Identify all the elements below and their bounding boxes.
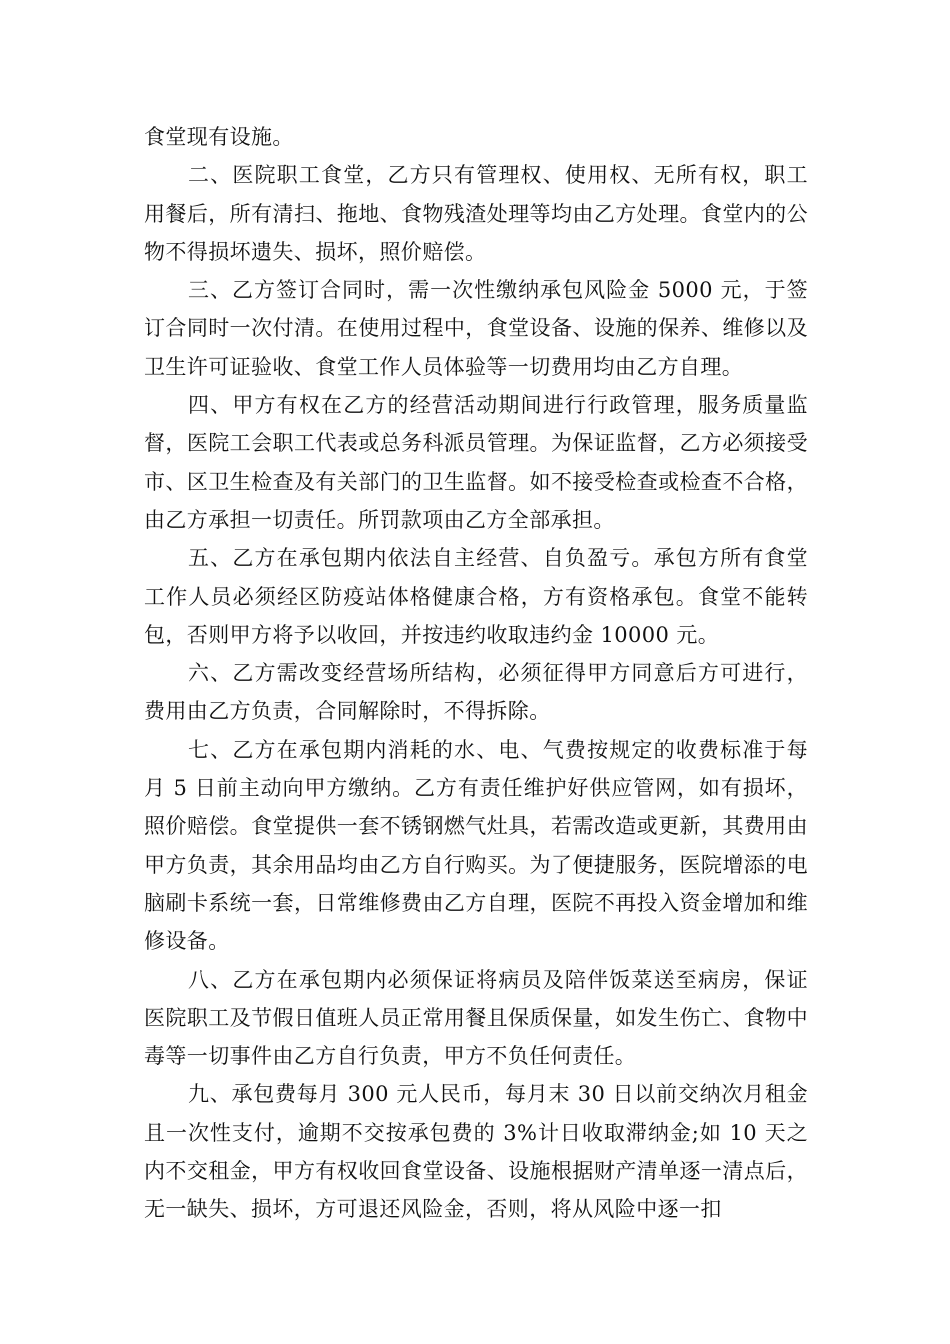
paragraph-clause-5: 五、乙方在承包期内依法自主经营、自负盈亏。承包方所有食堂工作人员必须经区防疫站体格健康合格，方有资格承包。食堂不能转包，否则甲方将予以收回，并按违约收取违约金 10000 元。 — [144, 546, 808, 647]
document-body — [144, 118, 808, 1229]
paragraph-clause-6: 六、乙方需改变经营场所结构，必须征得甲方同意后方可进行，费用由乙方负责，合同解除时，不得拆除。 — [144, 661, 808, 724]
paragraph-clause-8: 八、乙方在承包期内必须保证将病员及陪伴饭菜送至病房，保证医院职工及节假日值班人员正常用餐且保质保量，如发生伤亡、食物中毒等一切事件由乙方自行负责，甲方不负任何责任。 — [144, 967, 808, 1069]
paragraph-clause-7: 七、乙方在承包期内消耗的水、电、气费按规定的收费标准于每月 5 日前主动向甲方缴纳。乙方有责任维护好供应管网，如有损坏，照价赔偿。食堂提供一套不锈钢燃气灶具，若需改造或更新，其费用由甲方负责，其余用品均由乙方自行购买。为了便捷服务，医院增添的电脑刷卡系统一套，日常维修费由乙方自理，医院不再投入资金增加和维修设备。 — [144, 737, 808, 954]
paragraph-clause-4: 四、甲方有权在乙方的经营活动期间进行行政管理，服务质量监督，医院工会职工代表或总务科派员管理。为保证监督，乙方必须接受市、区卫生检查及有关部门的卫生监督。如不接受检查或检查不合格，由乙方承担一切责任。所罚款项由乙方全部承担。 — [144, 393, 808, 532]
paragraph-clause-2: 二、医院职工食堂，乙方只有管理权、使用权、无所有权，职工用餐后，所有清扫、拖地、食物残渣处理等均由乙方处理。食堂内的公物不得损坏遗失、损坏，照价赔偿。 — [144, 163, 808, 264]
paragraph-clause-3: 三、乙方签订合同时，需一次性缴纳承包风险金 5000 元，于签订合同时一次付清。在使用过程中，食堂设备、设施的保养、维修以及卫生许可证验收、食堂工作人员体验等一切费用均由乙方自理。 — [144, 278, 808, 379]
paragraph-continuation: 食堂现有设施。 — [144, 125, 294, 149]
paragraph-clause-9: 九、承包费每月 300 元人民币，每月末 30 日以前交纳次月租金且一次性支付，逾期不交按承包费的 3%计日收取滞纳金;如 10 天之内不交租金，甲方有权收回食堂设备、设施根据财产清单逐一清点后，无一缺失、损坏，方可退还风险金，否则，将从风险中逐一扣 — [144, 1082, 808, 1222]
